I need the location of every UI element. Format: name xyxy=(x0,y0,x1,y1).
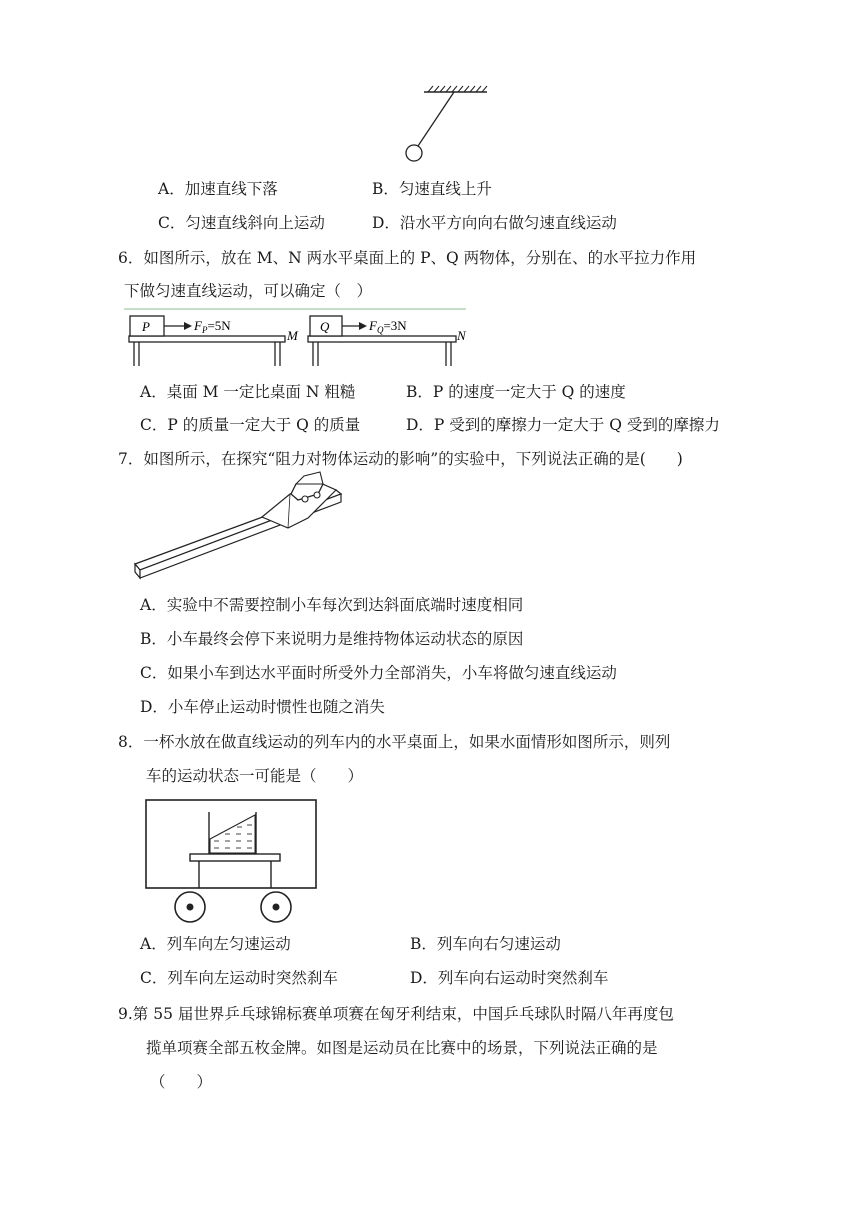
force-p-label: $F_P=5N$ xyxy=(194,318,231,335)
q7-option-b: B．小车最终会停下来说明力是维持物体运动状态的原因 xyxy=(140,630,524,648)
force-q-label: $F_Q=3N$ xyxy=(369,318,407,335)
q5-option-b: B．匀速直线上升 xyxy=(372,180,492,198)
q6-stem-line1: 6．如图所示，放在 M、N 两水平桌面上的 P、Q 两物体，分别在、的水平拉力作用 xyxy=(118,249,697,267)
cart-icon xyxy=(291,472,323,502)
q7-stem: 7．如图所示，在探究“阻力对物体运动的影响”的实验中，下列说法正确的是( ) xyxy=(118,450,683,468)
q7-option-a: A．实验中不需要控制小车每次到达斜面底端时速度相同 xyxy=(140,596,524,614)
q6-option-b: B．P 的速度一定大于 Q 的速度 xyxy=(406,383,626,401)
q8-stem-line2: 车的运动状态一可能是（ ） xyxy=(146,767,364,785)
q6-option-a: A．桌面 M 一定比桌面 N 粗糙 xyxy=(140,383,356,401)
q8-option-a: A．列车向左匀速运动 xyxy=(140,935,291,953)
q8-stem-line1: 8．一杯水放在做直线运动的列车内的水平桌面上，如果水面情形如图所示，则列 xyxy=(118,733,671,751)
q9-stem-line2: 揽单项赛全部五枚金牌。如图是运动员在比赛中的场景，下列说法正确的是 xyxy=(146,1039,658,1057)
q5-option-d: D．沿水平方向向右做匀速直线运动 xyxy=(372,214,617,232)
q7-option-c: C．如果小车到达水平面时所受外力全部消失，小车将做匀速直线运动 xyxy=(140,664,617,682)
block-q-label: Q xyxy=(320,319,330,334)
table-n-label: N xyxy=(457,328,466,343)
block-p-label: P xyxy=(142,319,150,334)
q6-option-d: D．P 受到的摩擦力一定大于 Q 受到的摩擦力 xyxy=(406,416,720,434)
q9-stem-line3: （ ） xyxy=(150,1073,213,1091)
q6-option-c: C．P 的质量一定大于 Q 的质量 xyxy=(140,416,361,434)
q8-option-c: C．列车向左运动时突然刹车 xyxy=(140,969,338,987)
q5-option-a: A．加速直线下落 xyxy=(158,180,278,198)
q9-stem-line1: 9.第 55 届世界乒乓球锦标赛单项赛在匈牙利结束，中国乒乓球队时隔八年再度包 xyxy=(118,1005,674,1023)
table-m-label: M xyxy=(287,328,298,343)
pendulum-figure xyxy=(0,0,860,170)
q6-tables-figure xyxy=(0,300,860,370)
q6-stem-line2: 下做匀速直线运动，可以确定（ ） xyxy=(124,282,373,300)
ramp-figure xyxy=(0,470,860,590)
q8-option-b: B．列车向右匀速运动 xyxy=(410,935,561,953)
q7-option-d: D．小车停止运动时惯性也随之消失 xyxy=(140,698,385,716)
q5-option-c: C．匀速直线斜向上运动 xyxy=(158,214,325,232)
q8-option-d: D．列车向右运动时突然刹车 xyxy=(410,969,609,987)
train-figure xyxy=(0,795,860,925)
